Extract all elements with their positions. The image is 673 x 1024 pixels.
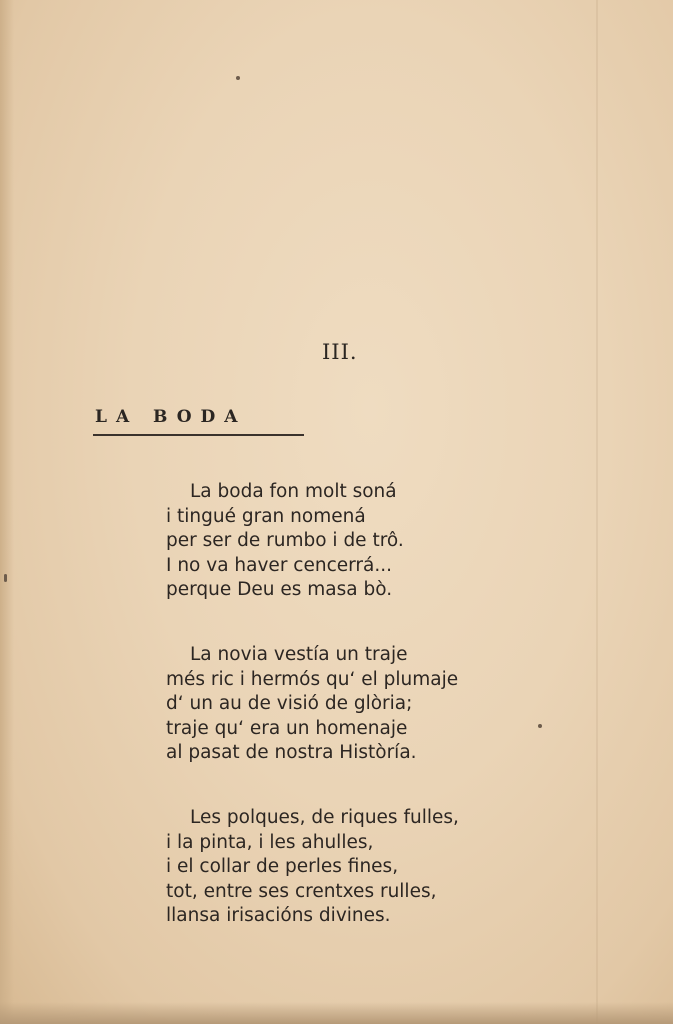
page-fold-crease — [596, 0, 598, 1024]
verse-line: més ric i hermós qu‘ el plumaje — [166, 668, 459, 690]
verse-line: tot, entre ses crentxes rulles, — [166, 880, 437, 902]
title-underline — [93, 434, 304, 436]
verse-line: i la pinta, i les ahulles, — [166, 831, 374, 853]
stanza-2 — [166, 643, 458, 766]
verse-line: traje qu‘ era un homenaje — [166, 717, 408, 739]
stanza-3 — [166, 806, 459, 929]
paper-speck — [236, 76, 240, 80]
verse-line: i el collar de perles fines, — [166, 856, 399, 877]
page-bottom-edge-shadow — [0, 1002, 673, 1024]
verse-line: La boda fon molt soná — [190, 481, 397, 502]
verse-line: perque Deu es masa bò. — [166, 579, 393, 600]
page-left-edge-shadow — [0, 0, 14, 1024]
paper-speck — [4, 574, 7, 582]
verse-line: i tingué gran nomená — [166, 505, 366, 527]
stanza-1 — [166, 480, 404, 603]
verse-line: al pasat de nostra Històría. — [166, 742, 417, 763]
verse-line: per ser de rumbo i de trô. — [166, 530, 404, 551]
verse-line: d‘ un au de visió de glòria; — [166, 693, 413, 714]
verse-line: La novia vestía un traje — [190, 644, 408, 665]
verse-line: llansa irisacións divines. — [166, 905, 391, 926]
poem-title: LA BODA — [95, 407, 247, 427]
chapter-number: III. — [322, 340, 358, 364]
verse-line: I no va haver cencerrá... — [166, 554, 393, 576]
paper-speck — [538, 724, 542, 728]
verse-line: Les polques, de riques fulles, — [190, 807, 459, 828]
